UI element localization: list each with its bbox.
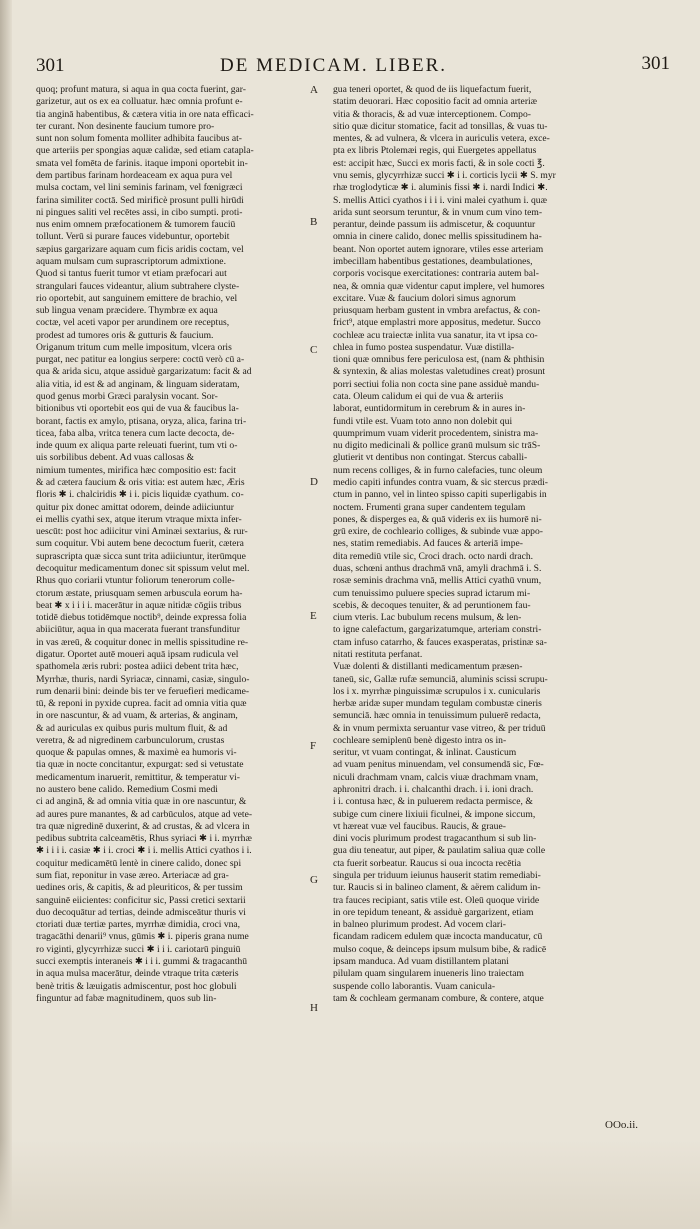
text-line: coquitur medicamētū lentè in cinere calido, donec spi	[36, 857, 242, 869]
running-title: DE MEDICAM. LIBER.	[220, 55, 448, 76]
text-line: ctam infuso catarrho, & fauces exasperatas, pristinæ sa-	[333, 636, 547, 648]
text-line: tia anginā habentibus, & cætera vitia in ore nata efficaci-	[36, 108, 254, 120]
text-line: Quod si tantus fuerit tumor vt etiam præfocari aut	[36, 268, 227, 280]
page-gutter-shadow	[0, 0, 12, 1229]
text-line: abiiciūtur, aqua in qua macerata fuerant transfunditur	[36, 624, 240, 636]
text-line: niculi drachmam vnam, calcis viuæ drachmam vnam,	[333, 771, 539, 783]
text-line: cata. Oleum calidum ei qui de vua & arteriis	[333, 391, 504, 403]
text-line: vt hæreat vuæ vel faucibus. Raucis, & graue-	[333, 820, 506, 832]
text-line: finguntur ad fabæ magnitudinem, quos sub lin-	[36, 992, 217, 1004]
text-line: in aqua mulsa macerātur, deinde vtraque trita cæteris	[36, 968, 239, 980]
text-line: vitia & thoracis, & ad vuæ interceptionem. Compo-	[333, 108, 531, 120]
text-line: veretra, & ad nigredinem carbunculorum, crustas	[36, 734, 225, 746]
text-line: nes, statim remediabis. Ad fauces & arteriā impe-	[333, 538, 523, 550]
text-line: bitionibus vti oportebit eos qui de vua & faucibus la-	[36, 403, 239, 415]
text-line: coctæ, vel aceti vapor per arundinem ore receptus,	[36, 317, 230, 329]
text-line: dem partibus farinam hordeaceam ex aqua pura vel	[36, 169, 233, 181]
text-line: floris ✱ i. chalciridis ✱ i i. picis liquidæ cyathum. co-	[36, 489, 244, 501]
text-line: noctem. Frumenti grana super candentem tegulam	[333, 501, 526, 513]
text-line: tra fauces recipiant, satis vtile est. Oleū quoque viride	[333, 894, 540, 906]
text-line: excitare. Vuæ & faucium dolori simus agnorum	[333, 292, 516, 304]
text-line: seritur, vt vuam contingat, & inlinat. Causticum	[333, 747, 517, 759]
text-line: subige cum cinere lixiuii ficulnei, & impone siccum,	[333, 808, 536, 820]
text-line: ad aures pure manantes, & ad carbūculos, atque ad vete-	[36, 808, 253, 820]
text-line: semunciā. hæc omnia in tenuissimum puluerē redacta,	[333, 710, 541, 722]
text-line: smata vel fomēta de farinis. itaque imponi oportebit in-	[36, 157, 248, 169]
left-text-column	[36, 84, 337, 1005]
text-line: singula per triduum ieiunus hauserit statim remediabi-	[333, 870, 541, 881]
text-line: herbæ aridæ super mundam tegulam combustæ cineris	[333, 698, 542, 710]
text-line: digatur. Oportet autē moueri aquā ipsam rudicula vel	[36, 648, 239, 660]
page-header	[36, 55, 676, 81]
text-line: farina similiter coctā. Sed mirificè prosunt pulli hirūdi	[36, 194, 244, 206]
text-line: benè tritis & læuigatis admiscentur, post hoc globuli	[36, 980, 237, 992]
text-line: cochleæ acu traiectæ inlita vua sanatur, ita vt ipsa co-	[333, 329, 538, 341]
text-line: pedibus subtrita calceamētis, Rhus syriaci ✱ i i. myrrhæ	[36, 833, 252, 845]
text-line: ni pingues saliti vel recētes assi, in cibo sumpti. proti-	[36, 206, 243, 218]
text-line: in vas æreū, & coquitur donec in mellis spissitudine re-	[36, 636, 249, 648]
text-line: quod genus morbi Græci paralysin vocant. Sor-	[36, 391, 218, 403]
text-line: nimium tumentes, mirifica hæc compositio est: facit	[36, 464, 237, 476]
text-line: dita remediū vtile sic, Croci drach. octo nardi drach.	[333, 550, 534, 562]
text-line: omnia in cinere calido, donec mellis spissitudinem ha-	[333, 231, 542, 243]
text-line: rhæ troglodyticæ ✱ i. aluminis fissi ✱ i. nardi Indici ✱.	[333, 182, 548, 194]
text-line: glutierit vt dentibus non contingat. Stercus caballi-	[333, 452, 528, 464]
text-line: frict⁹, atque emplastri more appositus, medetur. Succo	[333, 317, 541, 329]
text-line: & in vnum permixta seruantur vase vitreo, & per triduū	[333, 722, 546, 734]
text-line: cochleare semiplenū benè digesto intra os in-	[333, 734, 507, 746]
text-line: fundi vtile est. Vuam toto anno non dolebit qui	[333, 415, 513, 427]
text-line: S. mellis Attici cyathos i i i i. vini malei cyathum i. quæ	[333, 194, 547, 206]
text-line: borant, factis ex amylo, ptisana, oryza, alica, farina tri-	[36, 415, 247, 427]
text-line: in ore tepidum teneant, & assiduè gargarizent, etiam	[333, 906, 534, 918]
page-number-right: 301	[641, 53, 670, 74]
right-text-column	[333, 84, 642, 1005]
text-line: inde quum ex aliqua parte releuati fuerint, tum vti o-	[36, 440, 238, 452]
text-line: totidē diebus totidēmque noctib⁹, deinde expressa folia	[36, 612, 247, 624]
text-line: medicamentum inaruerit, remittitur, & temperatur vi-	[36, 771, 240, 783]
text-line: mulsa coctam, vel lini seminis farinam, vel fœnigræci	[36, 182, 243, 194]
margin-letters	[304, 84, 328, 1204]
page-number-left: 301	[36, 55, 65, 76]
text-line: in ore nascuntur, & ad vuam, & arterias, & anginam,	[36, 710, 238, 722]
margin-letter-f: F	[310, 740, 317, 752]
text-line: & ad auriculas ex quibus puris multum fluit, & ad	[36, 722, 228, 734]
text-line: num recens colliges, & in furno calefacies, tunc oleum	[333, 464, 543, 476]
text-line: duo decoquātur ad tertias, deinde admisceātur thuris vi	[36, 906, 246, 918]
text-line: purgat, nec patitur ea longius serpere: coctū verò cū a-	[36, 354, 245, 366]
text-line: statim deuorari. Hæc copositio facit ad omnia arteriæ	[333, 96, 538, 108]
text-line: pones, & disperges ea, & quā videris ex iis humorē ni-	[333, 513, 542, 525]
text-line: decoquitur medicamentum donec sit spissum velut mel.	[36, 562, 250, 574]
text-line: nus enim omnem præfocationem & tumorem fauciū	[36, 219, 236, 231]
text-line: pilulam quam singularem inueneris lino traiectam	[333, 968, 525, 980]
text-line: que arteriis per spongias aquæ calidæ, sed etiam catapla-	[36, 145, 254, 157]
text-line: tollunt. Verū si purare fauces videbuntur, oportebit	[36, 231, 230, 243]
text-line: qua & arida sicu, atque assiduè gargarizatum: facit & ad	[36, 366, 252, 378]
text-line: priusquam herbam gustent in vmbra arefactus, & con-	[333, 305, 541, 317]
text-line: taneū, sic, Gallæ rufæ semunciā, aluminis scissi scrupu-	[333, 673, 548, 685]
text-line: sitio quæ dicitur stomatice, facit ad tonsillas, & vuas tu-	[333, 120, 548, 132]
text-line: ticea, faba alba, vritca tenera cum lacte decocta, de-	[36, 427, 235, 439]
text-line: rosæ seminis drachma vnā, mellis Attici cyathū vnum,	[333, 575, 542, 587]
text-line: ficandam radicem edulem quæ incocta manducatur, cū	[333, 931, 543, 943]
text-line: rum denarii bini: deinde bis ter ve feruefieri medicame-	[36, 685, 250, 697]
text-line: alia vitia, id est & ad anginam, & linguam sideratam,	[36, 378, 240, 390]
text-line: dini vocis plurimum prodest tragacanthum si sub lin-	[333, 833, 537, 845]
text-line: sum fiat, reponitur in vase æreo. Arteriacæ ad gra-	[36, 870, 229, 881]
text-line: cta fuerit sorbeatur. Raucus si oua incocta recētia	[333, 857, 522, 869]
text-line: tragacāthi denarii⁹ vnus, gūmis ✱ i. piperis grana nume	[36, 931, 249, 943]
text-line: pta ex libris Ptolemæi regis, qui Euergetes appellatus	[333, 145, 537, 157]
text-line: Origanum tritum cum melle impositum, vlcera oris	[36, 341, 232, 353]
text-line: i i. contusa hæc, & in puluerem redacta permisce, &	[333, 796, 533, 808]
text-line: ctoriati duæ tertiæ partes, myrrhæ dimidia, croci vna,	[36, 919, 241, 931]
text-line: sum coquitur. Vbi autem bene decoctum fuerit, cætera	[36, 538, 244, 550]
text-line: arida sunt seorsum teruntur, & in vnum cum vino tem-	[333, 206, 543, 218]
text-line: strangulari fauces videantur, alium subtrahere clyste-	[36, 280, 240, 292]
text-line: quoq; profunt matura, si aqua in qua cocta fuerint, gar-	[36, 84, 246, 95]
text-line: garizetur, aut os ex ea colluatur. hæc omnia profunt e-	[36, 96, 243, 108]
margin-letter-e: E	[310, 610, 317, 622]
signature-mark: OOo.ii.	[605, 1119, 638, 1131]
text-line: tam & cochleam germanam combure, & contere, atque	[333, 992, 544, 1004]
text-line: tra quæ nigredinē duxerint, & ad crustas, & ad vlcera in	[36, 820, 250, 832]
text-line: grū exire, de cochleario colliges, & subinde vuæ appo-	[333, 526, 543, 538]
page-bottom-shade	[0, 1139, 700, 1229]
text-line: & ad cætera faucium & oris vitia: est autem hæc, Æris	[36, 477, 245, 488]
text-line: gua teneri oportet, & quod de iis liquefactum fuerit,	[333, 84, 532, 95]
margin-letter-c: C	[310, 344, 318, 356]
text-line: ei mellis cyathi sex, atque iterum vtraque mixta infer-	[36, 513, 242, 525]
text-line: in balneo plurimum prodest. Ad vocem clari-	[333, 919, 506, 931]
text-line: ro viginti, glycyrrhizæ succi ✱ i i i. cariotarū pinguiū	[36, 943, 241, 955]
text-line: ✱ i i i i. casiæ ✱ i i. croci ✱ i i. mellis Attici cyathos i i.	[36, 845, 252, 857]
text-line: gua diu teneatur, aut piper, & paulatim saliua quæ colle	[333, 845, 546, 857]
text-line: mentes, & ad vulnera, & vlcera in auriculis vetera, exce-	[333, 133, 550, 145]
text-line: ctorum æstate, priusquam semen arbuscula eorum ha-	[36, 587, 243, 599]
text-line: uescūt: post hoc adiicitur vini Aminæi sextarius, & rur-	[36, 526, 248, 538]
text-line: aphronitri drach. i i. chalcanthi drach. i i. ioni drach.	[333, 784, 534, 796]
text-line: ter curant. Non desinente faucium tumore pro-	[36, 120, 215, 132]
text-line: aquam mulsam cum suprascriptorum admixtione.	[36, 255, 226, 267]
text-line: Rhus quo coriarii vtuntur foliorum tenerorum colle-	[36, 575, 235, 587]
text-line: est: accipit hæc, Succi ex moris facti, & in sole cocti ℥.	[333, 157, 545, 169]
text-line: ipsam manduca. Ad vuam distillantem platani	[333, 955, 509, 967]
text-line: beant. Non oportet autem ignorare, vtiles esse arteriam	[333, 243, 544, 255]
margin-letter-d: D	[310, 476, 318, 488]
text-line: medio capiti infundes contra vuam, & sic stercus prædi-	[333, 477, 549, 488]
text-line: tū, & reponi in pyxide cuprea. facit ad omnia vitia quæ	[36, 698, 247, 710]
text-line: beat ✱ x i i i i. macerātur in aquæ nitidæ cōgiis tribus	[36, 599, 242, 611]
text-line: nea, & omnia quæ videntur caput implere, vel humores	[333, 280, 545, 292]
text-line: to igne calefactum, gargarizatumque, arteriam constri-	[333, 624, 542, 636]
text-line: suprascripta quæ sicca sunt trita adiiciuntur, iterūmque	[36, 550, 246, 562]
text-line: prodest ad tumores oris & gutturis & faucium.	[36, 329, 214, 341]
text-line: sanguinē eiicientes: conficitur sic, Passi cretici sextarii	[36, 894, 246, 906]
text-line: ci ad anginā, & ad omnia vitia quæ in ore nascuntur, &	[36, 796, 247, 808]
text-line: ad vuam penitus minuendam, vel consumendā sic, Fœ-	[333, 759, 544, 771]
text-line: cum tenuissimo puluere species suprad ictarum mi-	[333, 587, 531, 599]
text-line: quoque & papulas omnes, & maximè ea humoris vi-	[36, 747, 237, 759]
text-line: los i x. myrrhæ pinguissimæ scrupulos i x. cunicularis	[333, 685, 541, 697]
text-line: Vuæ dolenti & distillanti medicamentum præsen-	[333, 661, 523, 673]
text-line: spathomela æris rubri: postea adiici debent trita hæc,	[36, 661, 239, 673]
text-line: scebis, & decoques tenuiter, & ad peruntionem fau-	[333, 599, 531, 611]
text-line: tioni quæ omnibus fere periculosa est, (nam & phthisin	[333, 354, 545, 366]
text-line: duas, schœni anthus drachmā vnā, amyli drachmā i. S.	[333, 562, 542, 574]
text-line: succi exemptis interaneis ✱ i i i. gummi & tragacanthū	[36, 955, 248, 967]
text-line: suspende collo laborantis. Vuam canicula-	[333, 980, 496, 992]
margin-letter-h: H	[310, 1002, 318, 1014]
text-line: perantur, deinde passum iis admiscetur, & coquuntur	[333, 219, 536, 231]
text-line: porri sectiui folia non cocta sine pane assiduè mandu-	[333, 378, 540, 390]
text-line: imbecillam habentibus gestationes, deambulationes,	[333, 255, 533, 267]
text-line: laborat, euntidormitum in cerebrum & in aures in-	[333, 403, 526, 415]
text-line: cium vteris. Lac bubulum recens mulsum, & len-	[333, 612, 522, 624]
margin-letter-g: G	[310, 874, 318, 886]
text-line: nu digito medicinali & pollice granū mulsum sic trāS-	[333, 440, 541, 452]
margin-letter-b: B	[310, 216, 318, 228]
text-line: nitati restituta perfanat.	[333, 648, 423, 660]
text-line: chlea in fumo postea suspendatur. Vuæ distilla-	[333, 341, 515, 353]
text-line: rio oportebit, aut sanguinem emittere de brachio, vel	[36, 292, 238, 304]
text-line: no austero bene calido. Remedium Cosmi medi	[36, 784, 218, 796]
margin-letter-a: A	[310, 84, 318, 96]
text-line: mulso coque, & deinceps ipsum mulsum bibe, & radicē	[333, 943, 547, 955]
text-line: quumprimum vuam viderit procedentem, sinistra ma-	[333, 427, 539, 439]
text-line: sæpius gargarizare aquam cum ficis aridis coctam, vel	[36, 243, 244, 255]
text-line: sunt non solum fomenta molliter adhibita faucibus at-	[36, 133, 242, 145]
text-line: tia quæ in nocte concitantur, expurgat: sed si vetustate	[36, 759, 244, 771]
text-line: sub lingua venam præcidere. Thymbræ ex aqua	[36, 305, 218, 317]
text-line: quitur pix donec amittat odorem, deinde adiiciuntur	[36, 501, 234, 513]
text-line: uedines oris, & capitis, & ad pleuriticos, & per tussim	[36, 882, 243, 894]
text-line: vnu semis, glycyrrhizæ succi ✱ i i. corticis lycii ✱ S. myr	[333, 169, 556, 181]
text-line: & syntexin, & alias molestas valetudines creat) prosunt	[333, 366, 546, 378]
text-line: ctum in panno, vel in linteo spisso capiti superligabis in	[333, 489, 547, 501]
text-line: uis sorbilibus debent. Ad vuas callosas &	[36, 452, 195, 464]
text-line: tur. Raucis si in balineo clament, & aërem calidum in-	[333, 882, 541, 894]
text-line: Myrrhæ, thuris, nardi Syriacæ, cinnami, casiæ, singulo-	[36, 673, 250, 685]
text-line: corporis vocisque exercitationes: contraria autem bal-	[333, 268, 539, 280]
